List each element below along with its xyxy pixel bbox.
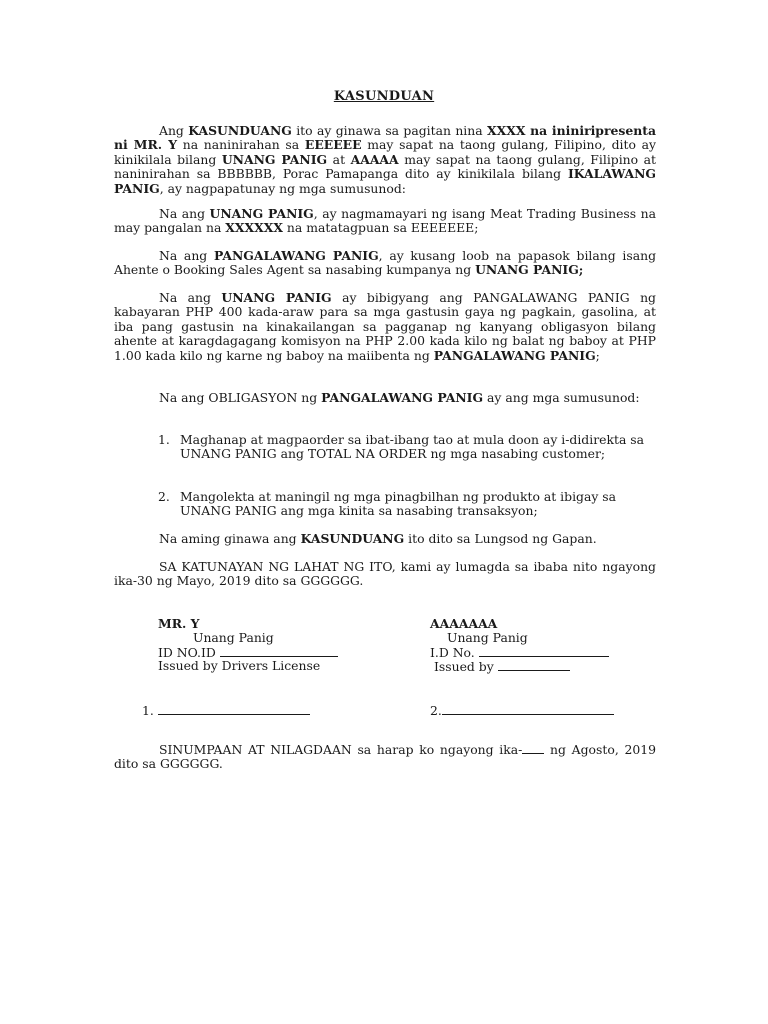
list-text: Mangolekta at maningil ng mga pinagbilhan ng produkto at ibigay sa UNANG PANIG ang mga kinita sa nasabing transaksyon; [180, 489, 617, 519]
issued-blank-line [498, 659, 570, 671]
signatory-left-issued: Issued by Drivers License [158, 658, 321, 673]
signatory-left-role: Unang Panig [193, 630, 274, 645]
text-bold: UNANG PANIG [221, 290, 332, 305]
witness-number: 1. [142, 703, 158, 718]
signatory-right-issued [434, 659, 570, 674]
signatory-right-name: AAAAAAA [430, 616, 498, 631]
text-bold: XXXXXX [225, 220, 283, 236]
text-bold: PANGALAWANG PANIG [321, 390, 484, 405]
signatory-left-name: MR. Y [158, 616, 200, 631]
paragraph-notary [114, 742, 656, 772]
id-label: I.D No. [430, 645, 479, 660]
list-item [158, 490, 656, 519]
day-blank-line [522, 742, 544, 754]
list-text: Maghanap at magpaorder sa ibat-ibang tao at mula doon ay i-didirekta sa UNANG PANIG ang TOTAL NA ORDER ng mga nasabing customer; [180, 432, 645, 462]
text: may sapat na taong gulang, Filipino, dito ay kinikilala bilang [114, 137, 657, 167]
witness-blank-line [158, 703, 310, 715]
text-bold: XXXX na ininiripresenta ni MR. Y [114, 123, 656, 153]
paragraph-business [114, 207, 656, 236]
text-bold: IKALAWANG PANIG [114, 166, 656, 196]
text-bold: UNANG PANIG; [475, 262, 584, 278]
witness-2 [430, 703, 614, 718]
text-bold: UNANG PANIG [221, 151, 328, 167]
text-bold: EEEEEE [304, 137, 362, 153]
paragraph-attestation [114, 560, 656, 589]
text: ito ay ginawa sa pagitan nina [291, 123, 487, 138]
list-item [158, 433, 656, 462]
text: , ay nagmamayari ng isang Meat Trading Business na may pangalan na [114, 206, 656, 236]
text-bold: AAAAA [350, 151, 399, 167]
text: , ay nagpapatunay ng mga sumusunod: [159, 180, 406, 196]
text: na matatagpuan sa EEEEEEE; [282, 220, 479, 236]
text: ; [595, 347, 600, 363]
witness-1 [142, 703, 310, 718]
text: Na ang OBLIGASYON ng [159, 390, 322, 405]
paragraph-obligations [114, 391, 656, 405]
text-bold: PANGALAWANG PANIG [213, 248, 379, 263]
witness-number: 2. [430, 703, 442, 718]
list-number: 1. [158, 432, 170, 447]
id-blank-line [479, 645, 609, 657]
text: Na ang [159, 290, 222, 305]
text: Na ang [159, 206, 210, 221]
text-bold: KASUNDUANG [188, 123, 292, 138]
text: ay bibigyang ang PANGALAWANG PANIG ng kabayaran PHP 400 kada-araw para sa mga gastusin gaya ng pagkain, gasolina, at iba pang gastusin na kinakailangan sa pagganap ng kanyang obligasyon bilang ahente at karagdagagang komisyon na PHP 2.00 kada kilo ng balat ng baboy at PHP 1.00 kada kilo ng karne ng baboy na maiibenta ng [114, 290, 656, 363]
paragraph-location [114, 532, 656, 546]
id-label: ID NO.ID [158, 645, 220, 660]
text: SINUMPAAN AT NILAGDAAN sa harap ko ngayong ika- [159, 742, 523, 757]
text: Ang [159, 123, 189, 138]
text-bold: UNANG PANIG [209, 206, 314, 221]
issued-label: Issued by [434, 659, 498, 674]
text: Na aming ginawa ang [159, 531, 301, 546]
text: at [327, 151, 351, 167]
id-blank-line [220, 645, 338, 657]
paragraph-parties [114, 124, 656, 196]
text: SA KATUNAYAN NG LAHAT NG ITO, kami ay lumagda sa ibaba nito ngayong ika-30 ng Mayo, 2019 dito sa GGGGGG. [114, 559, 656, 589]
text: ng Agosto, 2019 dito sa GGGGGG. [114, 742, 657, 772]
text: may sapat na taong gulang, Filipino at naninirahan sa BBBBBB, Porac Pamapanga dito ay kinikilala bilang [114, 151, 657, 182]
text: ito dito sa Lungsod ng Gapan. [404, 531, 597, 546]
paragraph-compensation [114, 291, 656, 363]
text-bold: KASUNDUANG [300, 531, 405, 546]
signatory-right-role: Unang Panig [447, 630, 528, 645]
paragraph-agent [114, 249, 656, 278]
text: , ay kusang loob na papasok bilang isang Ahente o Booking Sales Agent sa nasabing kumpanya ng [114, 248, 657, 278]
list-number: 2. [158, 489, 170, 504]
witness-blank-line [442, 703, 614, 715]
text-bold: PANGALAWANG PANIG [433, 347, 596, 363]
text: Na ang [159, 248, 214, 263]
text: ay ang mga sumusunod: [483, 390, 640, 405]
text: na naninirahan sa [177, 137, 305, 153]
document-title: KASUNDUAN [333, 89, 435, 104]
